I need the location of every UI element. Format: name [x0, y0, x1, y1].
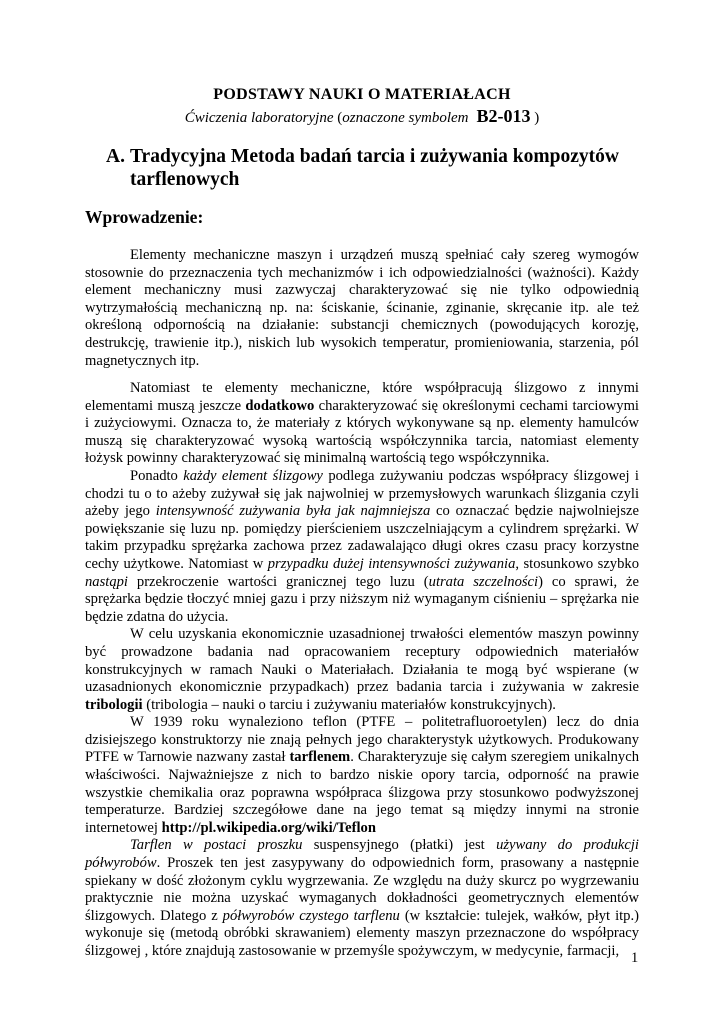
subtitle-close: )	[530, 110, 540, 126]
p4-text-a: W celu uzyskania ekonomicznie uzasadnionej trwałości elementów maszyn powinny być prowadzone badania nad opracowaniem receptury odpowiednich materiałów konstrukcyjnych w ramach Nauki o Materiałach. Działania te mogą być wspierane (w uzasadnionych ekonomicznie przypadkach) przez badania tarcia i zużywania w zakresie	[85, 626, 639, 696]
p3-italic-h: nastąpi	[85, 573, 128, 590]
wikipedia-link[interactable]: http://pl.wikipedia.org/wiki/Teflon	[161, 819, 376, 836]
p5-bold-b: tarflenem	[289, 749, 351, 766]
p4-text-c: (tribologia – nauki o tarciu i zużywaniu materiałów konstrukcyjnych).	[142, 696, 556, 713]
body-block-1	[85, 247, 639, 370]
subtitle-italic: Ćwiczenia laboratoryjne	[184, 110, 334, 126]
subtitle-paren-italic: oznaczone symbolem	[342, 110, 469, 126]
p6-text-b: suspensyjnego (płatki) jest	[302, 837, 497, 854]
p5-text-a: W 1939 roku wynaleziono teflon (PTFE – politetrafluoroetylen) lecz do dnia dzisiejszego konstruktorzy nie znają pełnych jego charakterystyk użytkowych. Produkowany PTFE w Tarnowie nazwany zastał	[85, 714, 639, 766]
page-number: 1	[631, 950, 639, 966]
p3-text-k: ) co sprawi, że sprężarka będzie tłoczyć mniej gazu i przy niższym niż wymaganym ciśnieniu – sprężarka nie będzie zdatna do użycia.	[85, 573, 639, 625]
paragraph-4	[85, 626, 639, 714]
section-title: Tradycyjna Metoda badań tarcia i zużywania kompozytów tarflenowych	[130, 146, 619, 190]
paragraph-2	[85, 380, 639, 468]
p3-italic-d: intensywność zużywania była jak najmniejsza	[155, 503, 431, 520]
p6-text-f: (w kształcie: tulejek, wałków, płyt itp.) wykonuje się (metodą obróbki skrawaniem) elementy maszyn przeznaczone do współpracy ślizgowej , które znajdują zastosowanie w przemyśle spożywczym, w medycynie, farmacji,	[85, 907, 639, 959]
p4-bold: tribologii	[85, 696, 143, 713]
intro-heading: Wprowadzenie:	[85, 207, 204, 227]
body-block-2	[85, 380, 639, 961]
section-heading	[106, 145, 646, 191]
p2-text-a: Natomiast te elementy mechaniczne, które współpracują ślizgowo z innymi elementami muszą jeszcze	[85, 380, 639, 414]
p6-italic-e: półwyrobów czystego tarflenu	[222, 907, 400, 924]
p6-italic-a: Tarflen w postaci proszku	[130, 837, 303, 854]
p6-text-d: . Proszek ten jest zasypywany do odpowiednich form, prasowany a następnie spiekany w dość złożonym cyklu wygrzewania. Ze względu na duży skurcz po wygrzewaniu praktycznie nie można uzyskać wymaganych dokładności geometrycznych elementów ślizgowych. Dlatego z	[85, 855, 639, 924]
p3-italic-j: utrata szczelności	[428, 573, 539, 590]
p2-bold: dodatkowo	[245, 397, 315, 414]
p3-text-e: co oznaczać będzie najwolniejsze powiększanie się luzu np. pomiędzy pierścieniem uszczelniającym a cylindrem sprężarki. W takim przypadku sprężarka zachowa przez zadawalająco długi okres czasu pracy korzystne cechy użytkowe. Natomiast w	[85, 503, 639, 572]
subtitle-paren-open: (	[333, 110, 343, 126]
p2-text-c: charakteryzować się określonymi cechami tarciowymi i zużyciowymi. Oznacza to, że materiały z których wykonywane są np. elementy hamulców muszą się charakteryzować wysoką wartością współczynnika tarcia, natomiast elementy łożysk powinny charakteryzować się minimalną wartością tego współczynnika.	[85, 397, 639, 467]
p3-text-a: Ponadto	[130, 467, 184, 484]
lab-code: B2-013	[476, 106, 531, 126]
paragraph-3	[85, 468, 639, 626]
course-subtitle	[0, 106, 724, 127]
p3-italic-b: każdy element ślizgowy	[183, 467, 323, 484]
p3-italic-f: przypadku dużej intensywności zużywania	[267, 555, 516, 572]
p3-text-c: podlega zużywaniu podczas współpracy ślizgowej i chodzi tu o to ażeby zużywał się jak najwolniej w przemysłowych warunkach ślizgania czyli ażeby jego	[85, 467, 639, 520]
p6-italic-c: używany do produkcji półwyrobów	[85, 837, 639, 872]
paragraph-6	[85, 837, 639, 960]
p3-text-g: , stosunkowo szybko	[515, 555, 639, 572]
p3-text-i: przekroczenie wartości granicznej tego luzu (	[127, 573, 429, 590]
paragraph-5	[85, 714, 639, 837]
p5-text-c: . Charakteryzuje się całym szeregiem unikalnych właściwości. Najważniejsze z nich to bardzo niskie opory tarcia, odporność na prawie wszystkie chemikalia oraz poprawna współpraca ślizgowa przy stosunkowo podwyższonej temperaturze. Bardziej szczegółowe dane na jego temat są między innymi na stronie internetowej	[85, 749, 639, 836]
paragraph-1: Elementy mechaniczne maszyn i urządzeń muszą spełniać cały szereg wymogów stosownie do przeznaczenia tych mechanizmów i ich odpowiedzialności (ważności). Każdy element mechaniczny musi zazwyczaj charakteryzować się nie tylko odpowiednią wytrzymałością mechaniczną np. na: ściskanie, ścinanie, zginanie, skręcanie itp. ale też określoną odpornością na działanie: substancji chemicznych (powodujących korozję, destrukcję, trawienie itp.), niskich lub wysokich temperatur, promieniowania, starzenia, pól magnetycznych itp.	[85, 247, 639, 369]
course-title: PODSTAWY NAUKI O MATERIAŁACH	[213, 86, 511, 103]
section-number: A.	[106, 146, 125, 167]
